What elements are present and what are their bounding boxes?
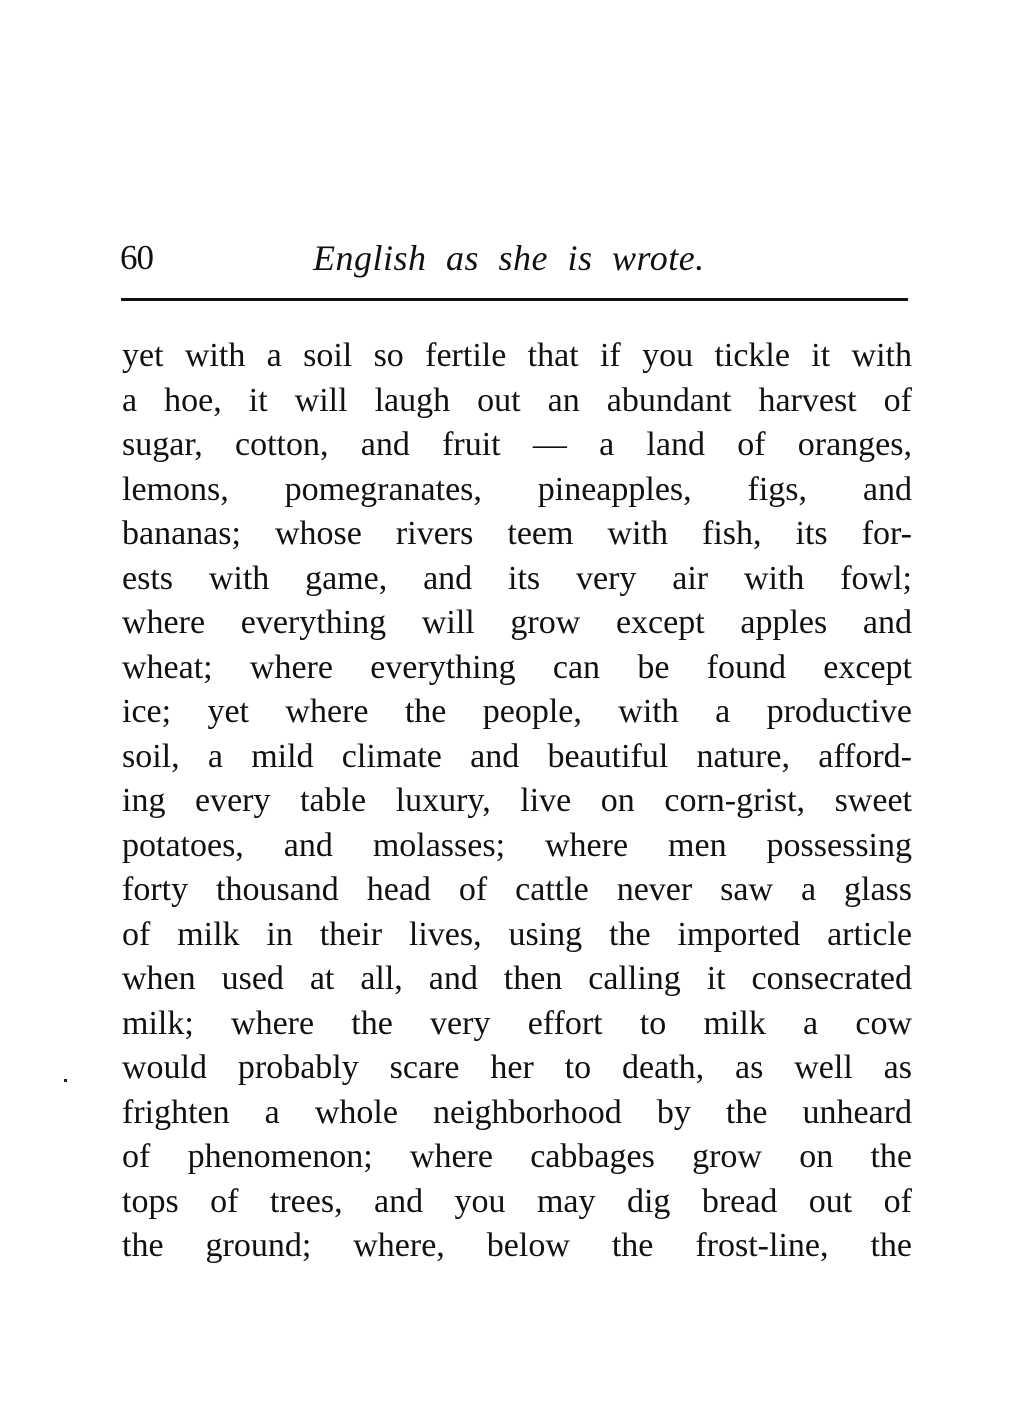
header-rule — [121, 298, 908, 301]
text-line: ests with game, and its very air with fowl; — [122, 559, 912, 597]
text-line: potatoes, and molasses; where men possessing — [122, 826, 912, 864]
text-line: where everything will grow except apples and — [122, 604, 912, 641]
scan-speck — [64, 1079, 67, 1082]
text-line: bananas; whose rivers teem with fish, its for- — [122, 515, 912, 552]
text-line: would probably scare her to death, as well as — [122, 1049, 912, 1086]
text-line: soil, a mild climate and beautiful nature, afford- — [122, 737, 912, 775]
text-line: wheat; where everything can be found except — [122, 648, 912, 686]
text-line: tops of trees, and you may dig bread out of — [122, 1182, 912, 1220]
text-line: ice; yet where the people, with a productive — [122, 693, 912, 730]
page-header — [120, 238, 910, 288]
text-line: frighten a whole neighborhood by the unheard — [122, 1093, 912, 1131]
text-line: of milk in their lives, using the imported article — [122, 915, 912, 953]
running-title: English as she is wrote. — [313, 238, 705, 278]
text-line: yet with a soil so fertile that if you tickle it with — [122, 337, 912, 374]
text-line: milk; where the very effort to milk a cow — [122, 1004, 912, 1042]
page-number: 60 — [120, 238, 153, 277]
text-line: the ground; where, below the frost-line, the — [122, 1227, 912, 1264]
text-line: when used at all, and then calling it consecrated — [122, 960, 912, 997]
text-line: of phenomenon; where cabbages grow on the — [122, 1138, 912, 1175]
text-line: ing every table luxury, live on corn-grist, sweet — [122, 782, 912, 819]
text-line: sugar, cotton, and fruit — a land of oranges, — [122, 426, 912, 463]
text-line: a hoe, it will laugh out an abundant harvest of — [122, 381, 912, 419]
body-text — [122, 334, 912, 1269]
text-line: forty thousand head of cattle never saw a glass — [122, 871, 912, 908]
text-line: lemons, pomegranates, pineapples, figs, and — [122, 470, 912, 508]
